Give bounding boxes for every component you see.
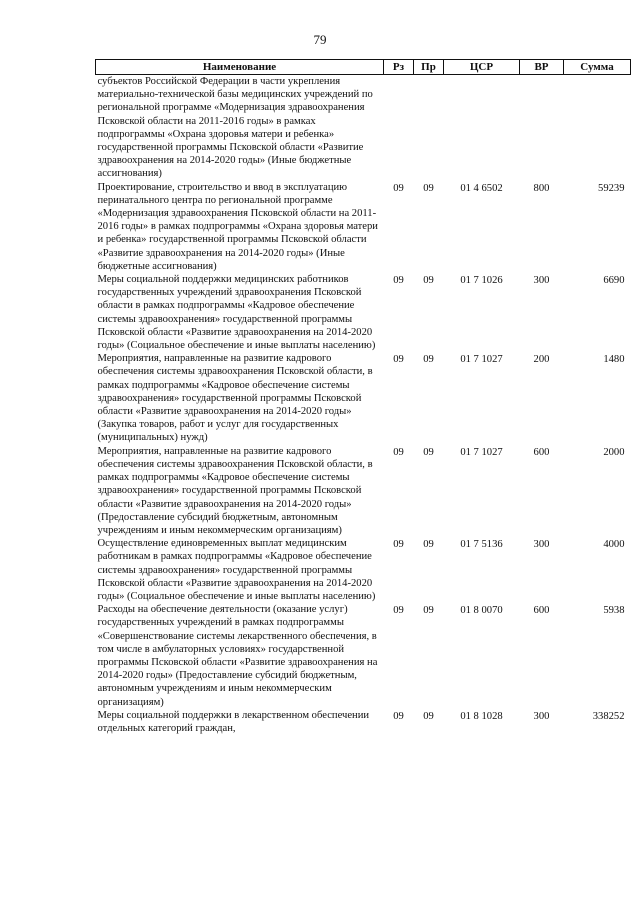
row-rz-cell: 09 [393,446,404,458]
row-vr-cell: 300 [533,275,550,287]
row-name-cell: Осуществление единовременных выплат медицинским работникам в рамках подпрограммы «Кадровое обеспечение системы здравоохранения» государственной программы Псковской области «Развитие здравоохранения на 2014-2020 годы» (Социальное обеспечение и иные выплаты населению) [97,538,376,602]
row-rz-cell [384,75,414,181]
table-row [96,603,631,709]
row-name-cell: Проектирование, строительство и ввод в эксплуатацию перинатального центра по региональной программе «Модернизация здравоохранения Псковской области на 2011-2016 годы» в рамках подпрограммы «Охрана здоровья матери и ребенка» государственной программы Псковской области «Развитие здравоохранения на 2014-2020 годы» (Иные бюджетные ассигнования) [97,181,378,272]
header-vr: ВР [520,60,564,75]
row-sum-cell: 338252 [592,710,625,722]
table-row [96,273,631,352]
row-vr-cell: 600 [533,605,550,617]
row-vr-cell: 200 [533,354,550,366]
row-pr-cell: 09 [423,710,434,722]
row-csr-cell: 01 7 5136 [460,539,503,551]
table-header [96,60,631,75]
row-pr-cell: 09 [423,446,434,458]
row-rz-cell: 09 [393,605,404,617]
row-csr-cell: 01 8 1028 [460,710,503,722]
row-csr-cell: 01 4 6502 [460,182,503,194]
table-row [96,75,631,181]
row-csr-cell: 01 7 1027 [460,354,503,366]
page-number: 79 [313,32,327,47]
table-row [96,181,631,273]
row-sum-cell: 2000 [603,446,625,458]
row-rz-cell: 09 [393,275,404,287]
row-vr-cell: 800 [533,182,550,194]
row-name-cell: Меры социальной поддержки медицинских работников государственных учреждений здравоохранения Псковской области в рамках подпрограммы «Кадровое обеспечение системы здравоохранения» государственной программы Псковской области «Развитие здравоохранения на 2014-2020 годы» (Социальное обеспечение и иные выплаты населению) [97,274,376,352]
row-csr-cell: 01 7 1027 [460,446,503,458]
row-vr-cell [520,75,564,181]
table-body [96,75,631,736]
row-rz-cell: 09 [393,182,404,194]
row-csr-cell: 01 8 0070 [460,605,503,617]
row-pr-cell [414,75,444,181]
header-name: Наименование [96,60,384,75]
header-row [96,60,631,75]
header-pr: Пр [414,60,444,75]
row-sum-cell: 6690 [603,275,625,287]
table-row [96,709,631,735]
row-csr-cell [444,75,520,181]
table-row [96,445,631,537]
row-rz-cell: 09 [393,539,404,551]
row-pr-cell: 09 [423,275,434,287]
row-sum-cell: 59239 [598,182,625,194]
row-pr-cell: 09 [423,182,434,194]
row-vr-cell: 600 [533,446,550,458]
row-pr-cell: 09 [423,354,434,366]
row-rz-cell: 09 [393,710,404,722]
row-sum-cell: 1480 [603,354,625,366]
row-sum-cell: 4000 [603,539,625,551]
row-vr-cell: 300 [533,710,550,722]
row-sum-cell [564,75,631,181]
row-csr-cell: 01 7 1026 [460,275,503,287]
row-name-cell: Расходы на обеспечение деятельности (оказание услуг) государственных учреждений в рамках подпрограммы «Совершенствование системы лекарственного обеспечения, в том числе в амбулаторных условиях» государственной программы Псковской области «Развитие здравоохранения на 2014-2020 годы» (Предоставление субсидий бюджетным, автономным учреждениям и иным некоммерческим организациям) [97,604,378,708]
row-pr-cell: 09 [423,539,434,551]
table-row [96,352,631,444]
header-sum: Сумма [564,60,631,75]
header-rz: Рз [384,60,414,75]
row-vr-cell: 300 [533,539,550,551]
row-sum-cell: 5938 [603,605,625,617]
row-rz-cell: 09 [393,354,404,366]
budget-table [95,59,631,735]
table-row [96,537,631,603]
header-csr: ЦСР [444,60,520,75]
row-name-cell: Мероприятия, направленные на развитие кадрового обеспечения системы здравоохранения Псковской области, в рамках подпрограммы «Кадровое обеспечение системы здравоохранения» государственной программы Псковской области «Развитие здравоохранения на 2014-2020 годы» (Предоставление субсидий бюджетным, автономным учреждениям и иным некоммерческим организациям) [97,445,373,536]
row-pr-cell: 09 [423,605,434,617]
row-name-cell: Меры социальной поддержки в лекарственном обеспечении отдельных категорий граждан, [97,709,370,734]
row-name-cell: субъектов Российской Федерации в части укрепления материально-технической базы медицинских учреждений по региональной программе «Модернизация здравоохранения Псковской области на 2011-2016 годы» в рамках подпрограммы «Охрана здоровья матери и ребенка» государственной программы Псковской области «Развитие здравоохранения на 2014-2020 годы» (Иные бюджетные ассигнования) [97,76,373,180]
row-name-cell: Мероприятия, направленные на развитие кадрового обеспечения системы здравоохранения Псковской области, в рамках подпрограммы «Кадровое обеспечение системы здравоохранения» государственной программы Псковской области «Развитие здравоохранения на 2014-2020 годы» (Закупка товаров, работ и услуг для государственных (муниципальных) нужд) [97,353,373,444]
